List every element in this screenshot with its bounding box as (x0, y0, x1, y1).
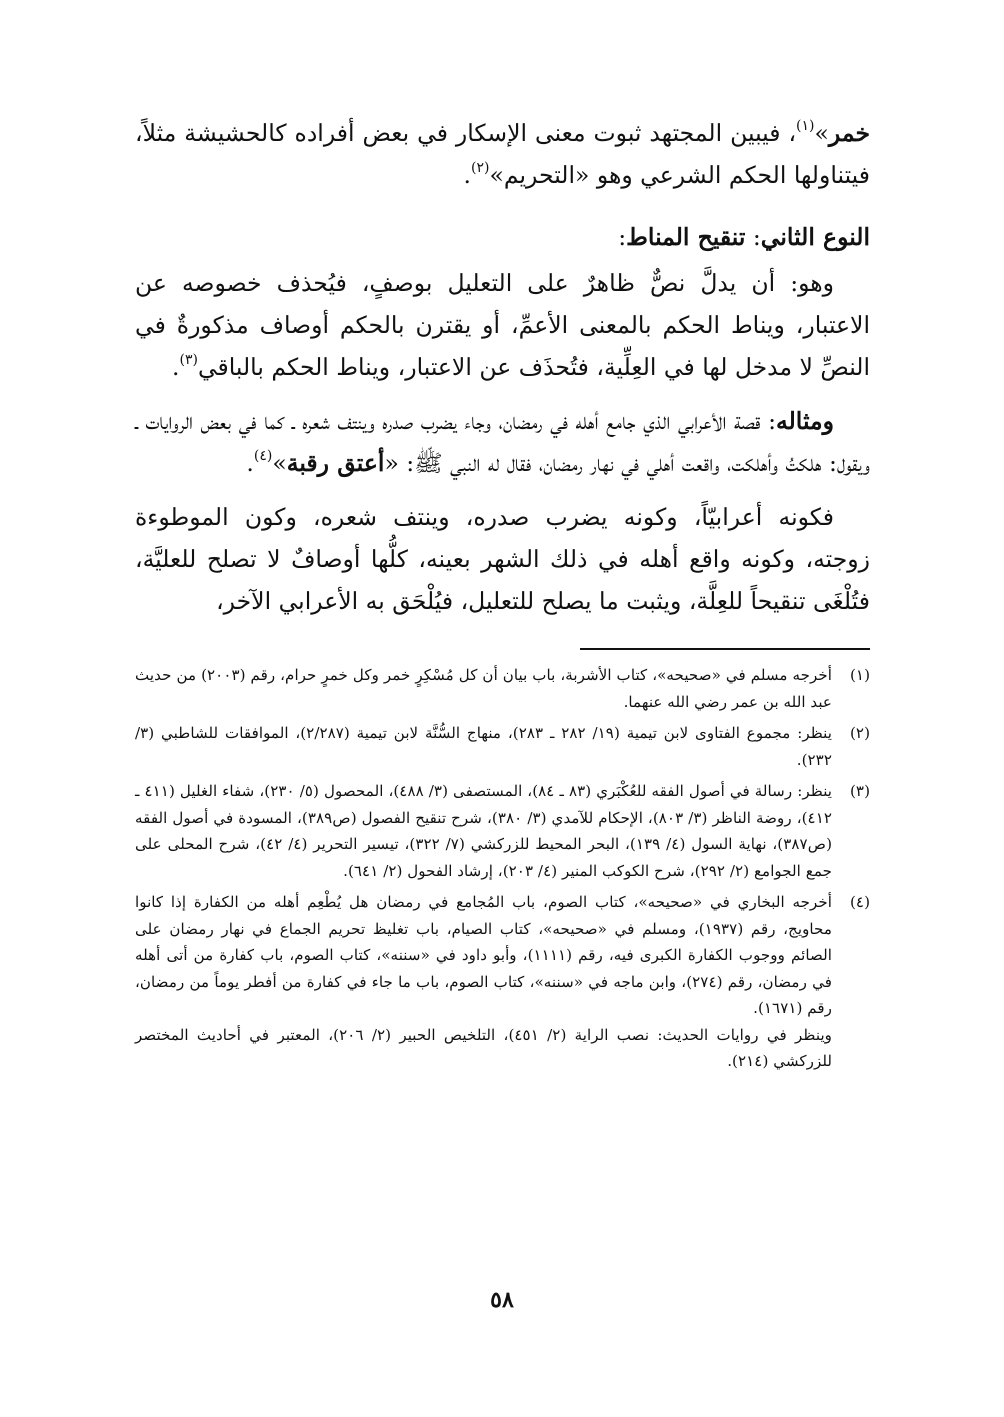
bold-word: ومثاله (776, 407, 834, 435)
footnote-2: (٢) ينظر: مجموع الفتاوى لابن تيمية (١٩/ ٢٨٢ ـ ٢٨٣)، منهاج السُّنَّة لابن تيمية (٢/٢٨٧)، الموافقات للشاطبي (٣/ ٢٣٢). (135, 724, 870, 769)
paragraph-2: وهو: أن يدلَّ نصٌّ ظاهرٌ على التعليل بوصفٍ، فيُحذف خصوصه عن الاعتبار، ويناط الحكم بالمعنى الأعمِّ، أو يقترن بالحكم أوصاف مذكورةٌ في النصِّ لا مدخل لها في العِلِّية، فتُحذَف عن الاعتبار، ويناط الحكم بالباقي$^{(٣)}$. (135, 269, 870, 381)
page-number: ٥٨ (490, 1287, 514, 1313)
section-heading: النوع الثاني: تنقيح المناط: (618, 223, 870, 251)
footnote-ref-3[interactable]: (٣) (179, 352, 198, 369)
footnote-ref-4[interactable]: (٤) (253, 448, 273, 465)
paragraph-1: خمر»$^{(١)}$، فيبين المجتهد ثبوت معنى الإسكار في بعض أفراده كالحشيشة مثلاً، فيتناولها الحكم الشرعي وهو «التحريم»$^{(٢)}$. (135, 118, 870, 189)
hadith-quote: أعتق رقبة (286, 449, 385, 477)
main-text (135, 112, 870, 622)
paragraph-3: ومثاله: قصة الأعرابي الذي جامع أهله في رمضان، وجاء يضرب صدره وينتف شعره ـ كما في بعض الروايات ـ ويقول: هلكتُ وأهلكت، واقعت أهلي في نهار رمضان، فقال له النبي ﷺ: «أعتق رقبة»$^{(٤)}$. (135, 407, 870, 477)
footnotes (135, 662, 870, 1075)
footnote-1: (١) أخرجه مسلم في «صحيحه»، كتاب الأشربة، باب بيان أن كل مُسْكِرٍ خمر وكل خمرٍ حرام، رقم (٢٠٠٣) من حديث عبد الله بن عمر رضي الله عنهما. (135, 666, 870, 711)
bold-word: خمر (828, 119, 870, 147)
footnote-ref-2[interactable]: (٢) (471, 160, 490, 177)
footnote-ref-1[interactable]: (١) (796, 118, 815, 135)
footnote-divider (580, 648, 870, 650)
paragraph-4: فكونه أعرابيّاً، وكونه يضرب صدره، وينتف شعره، وكون الموطوءة زوجته، وكونه واقع أهله في ذلك الشهر بعينه، كلُّها أوصافٌ لا تصلح للعليَّة، فتُلْغَى تنقيحاً للعِلَّة، ويثبت ما يصلح للتعليل، فيُلْحَق به الأعرابي الآخر، (135, 503, 870, 615)
footnote-4: (٤) أخرجه البخاري في «صحيحه»، كتاب الصوم، باب المُجامع في رمضان هل يُطْعِم أهله من الكفارة إذا كانوا محاويج، رقم (١٩٣٧)، ومسلم في «صحيحه»، كتاب الصيام، باب تغليظ تحريم الجماع في نهار رمضان على الصائم ووجوب الكفارة الكبرى فيه، رقم (١١١١)، وأبو داود في «سننه»، كتاب الصوم، باب كفارة من أتى أهله في رمضان، رقم (٢٧٤)، وابن ماجه في «سننه»، كتاب الصوم، باب ما جاء في كفارة من أفطر يوماً من رمضان، رقم (١٦٧١). وينظر في روايات الحديث: نصب الراية (٢/ ٤٥١)، التلخيص الحبير (٢/ ٢٠٦)، المعتبر في أحاديث المختصر للزركشي (٢١٤). (135, 893, 870, 1070)
page-body (135, 112, 870, 1080)
footnote-3: (٣) ينظر: رسالة في أصول الفقه للعُكْبَري (٨٣ ـ ٨٤)، المستصفى (٣/ ٤٨٨)، المحصول (٥/ ٢٣٠)، شفاء الغليل (٤١١ ـ ٤١٢)، روضة الناظر (٣/ ٨٠٣)، الإحكام للآمدي (٣/ ٣٨٠)، شرح تنقيح الفصول (ص٣٨٩)، المسودة في أصول الفقه (ص٣٨٧)، نهاية السول (٤/ ١٣٩)، البحر المحيط للزركشي (٧/ ٣٢٢)، تيسير التحرير (٤/ ٤٢)، شرح المحلى على جمع الجوامع (٢/ ٢٩٢)، شرح الكوكب المنير (٤/ ٢٠٣)، إرشاد الفحول (٢/ ٦٤١). (135, 782, 870, 880)
